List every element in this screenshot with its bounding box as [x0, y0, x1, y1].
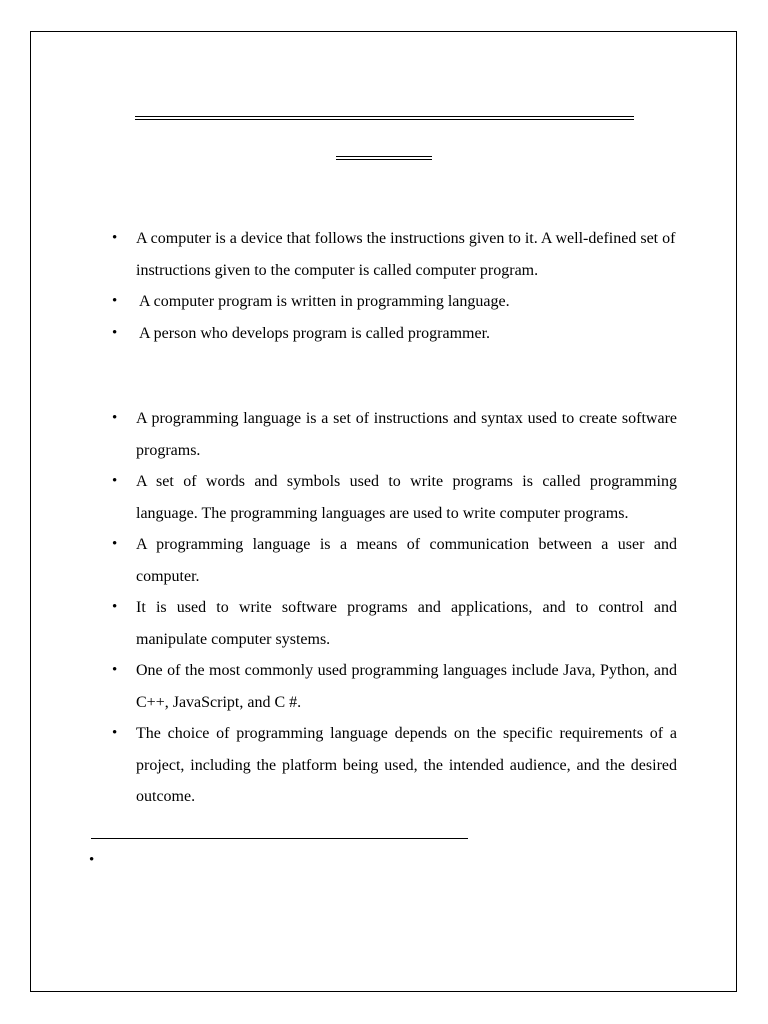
list-item: • A computer is a device that follows the instructions given to it. A well-defined set of instructions given to the computer is called computer program. — [136, 223, 696, 286]
footnote-bullet: • — [89, 852, 95, 868]
list-item: • A person who develops program is called programmer. — [136, 318, 696, 350]
footnote-separator — [91, 838, 468, 839]
list-item: • One of the most commonly used programming languages include Java, Python, and C++, JavaScript, and C #. — [136, 655, 677, 718]
list-item: • A set of words and symbols used to write programs is called programming language. The programming languages are used to write computer programs. — [136, 466, 677, 529]
list-item: • A computer program is written in programming language. — [136, 286, 696, 318]
subtitle-underline — [336, 156, 432, 160]
list-item: • It is used to write software programs and applications, and to control and manipulate computer systems. — [136, 592, 677, 655]
title-underline — [135, 116, 634, 120]
programming-language-bullet-list — [136, 403, 677, 813]
intro-bullet-list — [136, 223, 696, 349]
list-item: • A programming language is a means of communication between a user and computer. — [136, 529, 677, 592]
list-item: • The choice of programming language depends on the specific requirements of a project, including the platform being used, the intended audience, and the desired outcome. — [136, 718, 677, 813]
list-item: • A programming language is a set of instructions and syntax used to create software programs. — [136, 403, 677, 466]
